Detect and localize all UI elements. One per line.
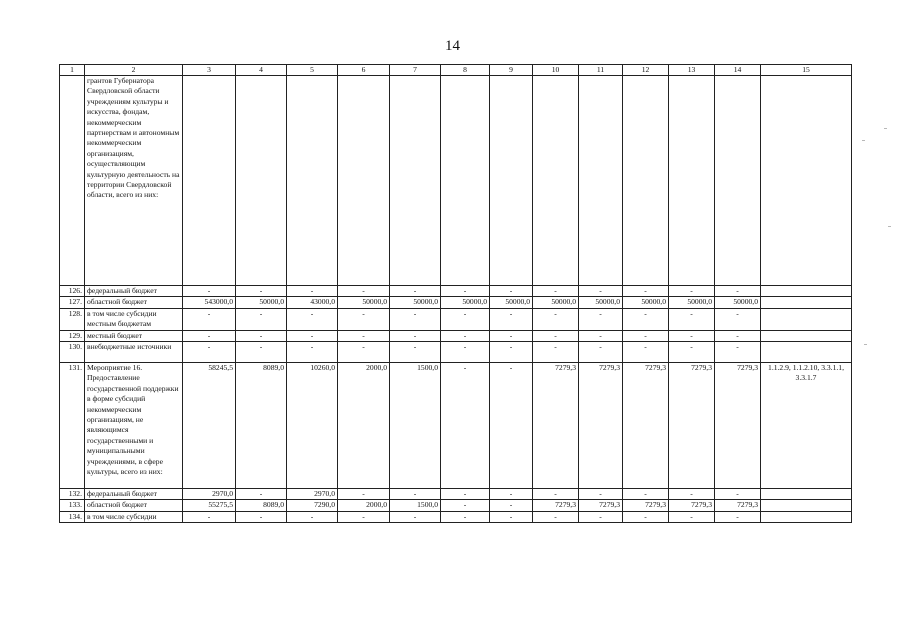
value-cell xyxy=(623,76,669,286)
value-cell: - xyxy=(533,330,579,341)
value-cell: 2970,0 xyxy=(287,489,338,500)
value-cell: 50000,0 xyxy=(490,297,533,308)
value-cell: - xyxy=(236,489,287,500)
value-cell: - xyxy=(441,330,490,341)
value-cell: 8089,0 xyxy=(236,500,287,511)
value-cell: - xyxy=(183,330,236,341)
value-cell: - xyxy=(183,308,236,330)
value-cell: - xyxy=(390,489,441,500)
value-cell: - xyxy=(287,330,338,341)
value-cell: - xyxy=(715,308,761,330)
value-cell: - xyxy=(441,286,490,297)
value-cell xyxy=(390,76,441,286)
value-cell: 543000,0 xyxy=(183,297,236,308)
scan-mark xyxy=(888,226,891,227)
value-cell: - xyxy=(669,489,715,500)
value-cell: - xyxy=(490,286,533,297)
value-cell: - xyxy=(490,489,533,500)
table-row xyxy=(60,511,852,522)
value-cell: 7279,3 xyxy=(669,363,715,489)
value-cell: - xyxy=(579,511,623,522)
value-cell: - xyxy=(441,489,490,500)
row-index-cell: 133. xyxy=(60,500,85,511)
value-cell: 43000,0 xyxy=(287,297,338,308)
value-cell: 50000,0 xyxy=(236,297,287,308)
target-ref-cell xyxy=(761,308,852,330)
column-header: 13 xyxy=(669,65,715,76)
table-row xyxy=(60,286,852,297)
target-ref-cell xyxy=(761,76,852,286)
column-header: 7 xyxy=(390,65,441,76)
row-name-cell: областной бюджет xyxy=(85,297,183,308)
table-row xyxy=(60,308,852,330)
value-cell: - xyxy=(236,286,287,297)
column-header: 9 xyxy=(490,65,533,76)
value-cell: - xyxy=(390,286,441,297)
row-index-cell: 128. xyxy=(60,308,85,330)
value-cell: - xyxy=(669,308,715,330)
target-ref-cell: 1.1.2.9, 1.1.2.10, 3.3.1.1, 3.3.1.7 xyxy=(761,363,852,489)
value-cell: 1500,0 xyxy=(390,500,441,511)
column-header: 6 xyxy=(338,65,390,76)
table-row xyxy=(60,330,852,341)
value-cell: 7279,3 xyxy=(579,363,623,489)
value-cell: - xyxy=(441,500,490,511)
value-cell: - xyxy=(533,489,579,500)
value-cell: - xyxy=(579,308,623,330)
table-row xyxy=(60,500,852,511)
value-cell: - xyxy=(338,489,390,500)
value-cell: - xyxy=(623,286,669,297)
value-cell: - xyxy=(338,308,390,330)
table-row xyxy=(60,342,852,363)
value-cell: 2000,0 xyxy=(338,363,390,489)
column-header: 5 xyxy=(287,65,338,76)
column-header: 2 xyxy=(85,65,183,76)
target-ref-cell xyxy=(761,286,852,297)
page-number: 14 xyxy=(445,38,460,54)
target-ref-cell xyxy=(761,330,852,341)
value-cell: - xyxy=(441,363,490,489)
row-index-cell: 129. xyxy=(60,330,85,341)
value-cell: - xyxy=(715,511,761,522)
value-cell: - xyxy=(490,330,533,341)
column-header-row xyxy=(60,65,852,76)
value-cell: 50000,0 xyxy=(579,297,623,308)
value-cell: - xyxy=(490,308,533,330)
row-name-cell: областной бюджет xyxy=(85,500,183,511)
value-cell: - xyxy=(287,286,338,297)
scan-mark xyxy=(864,344,867,345)
value-cell: - xyxy=(579,342,623,363)
value-cell xyxy=(579,76,623,286)
row-name-cell: грантов Губернатора Свердловской области учреждениям культуры и искусства, фондам, некоммерческим партнерствам и автономным некоммерческим организациям, осуществляющим культурную деятельность на территории Свердловской области, всего из них: xyxy=(85,76,183,286)
row-index-cell: 126. xyxy=(60,286,85,297)
value-cell: - xyxy=(390,308,441,330)
value-cell: - xyxy=(623,342,669,363)
value-cell: - xyxy=(287,511,338,522)
column-header: 3 xyxy=(183,65,236,76)
value-cell xyxy=(338,76,390,286)
target-ref-cell xyxy=(761,489,852,500)
value-cell: - xyxy=(390,330,441,341)
value-cell: - xyxy=(623,308,669,330)
value-cell: 50000,0 xyxy=(715,297,761,308)
value-cell: 7279,3 xyxy=(533,363,579,489)
value-cell: - xyxy=(715,286,761,297)
value-cell xyxy=(533,76,579,286)
value-cell: 7279,3 xyxy=(623,363,669,489)
value-cell: 50000,0 xyxy=(441,297,490,308)
column-header: 4 xyxy=(236,65,287,76)
value-cell: - xyxy=(669,342,715,363)
value-cell: 1500,0 xyxy=(390,363,441,489)
row-index-cell: 127. xyxy=(60,297,85,308)
value-cell xyxy=(183,76,236,286)
value-cell: 50000,0 xyxy=(390,297,441,308)
value-cell: - xyxy=(533,342,579,363)
value-cell: - xyxy=(579,286,623,297)
row-name-cell: федеральный бюджет xyxy=(85,286,183,297)
value-cell: - xyxy=(533,308,579,330)
value-cell: - xyxy=(183,342,236,363)
value-cell: - xyxy=(623,330,669,341)
value-cell: - xyxy=(490,363,533,489)
value-cell: 50000,0 xyxy=(623,297,669,308)
row-index-cell: 132. xyxy=(60,489,85,500)
target-ref-cell xyxy=(761,511,852,522)
value-cell: - xyxy=(338,342,390,363)
scan-mark xyxy=(884,128,887,129)
column-header: 11 xyxy=(579,65,623,76)
value-cell: - xyxy=(669,511,715,522)
value-cell: - xyxy=(236,511,287,522)
value-cell: 55275,5 xyxy=(183,500,236,511)
target-ref-cell xyxy=(761,500,852,511)
value-cell: 50000,0 xyxy=(533,297,579,308)
value-cell: - xyxy=(441,511,490,522)
value-cell: - xyxy=(715,330,761,341)
value-cell: - xyxy=(287,342,338,363)
row-name-cell: федеральный бюджет xyxy=(85,489,183,500)
column-header: 10 xyxy=(533,65,579,76)
value-cell xyxy=(715,76,761,286)
row-name-cell: Мероприятие 16. Предоставление государственной поддержки в форме субсидий некоммерческим организациям, не являющимся государственными и муниципальными учреждениями, в сфере культуры, всего из них: xyxy=(85,363,183,489)
row-name-cell: в том числе субсидии xyxy=(85,511,183,522)
value-cell: - xyxy=(669,330,715,341)
value-cell: - xyxy=(441,308,490,330)
scan-mark xyxy=(862,140,865,141)
value-cell: 10260,0 xyxy=(287,363,338,489)
value-cell: 58245,5 xyxy=(183,363,236,489)
column-header: 15 xyxy=(761,65,852,76)
budget-table xyxy=(59,64,852,523)
value-cell xyxy=(441,76,490,286)
value-cell: 2000,0 xyxy=(338,500,390,511)
row-name-cell: в том числе субсидии местным бюджетам xyxy=(85,308,183,330)
row-name-cell: местный бюджет xyxy=(85,330,183,341)
value-cell: - xyxy=(390,511,441,522)
column-header: 12 xyxy=(623,65,669,76)
value-cell: - xyxy=(236,342,287,363)
value-cell: - xyxy=(579,330,623,341)
column-header: 14 xyxy=(715,65,761,76)
value-cell: - xyxy=(338,330,390,341)
value-cell xyxy=(236,76,287,286)
table-body xyxy=(60,65,852,523)
row-index-cell: 130. xyxy=(60,342,85,363)
value-cell: 7279,3 xyxy=(669,500,715,511)
table-row xyxy=(60,76,852,286)
value-cell xyxy=(669,76,715,286)
value-cell: - xyxy=(490,342,533,363)
value-cell: - xyxy=(236,308,287,330)
value-cell: - xyxy=(533,286,579,297)
row-index-cell: 131. xyxy=(60,363,85,489)
value-cell: - xyxy=(623,489,669,500)
value-cell: 7279,3 xyxy=(715,363,761,489)
value-cell: - xyxy=(579,489,623,500)
value-cell: - xyxy=(287,308,338,330)
value-cell: - xyxy=(715,489,761,500)
value-cell: 50000,0 xyxy=(669,297,715,308)
value-cell: - xyxy=(715,342,761,363)
table-row xyxy=(60,297,852,308)
column-header: 8 xyxy=(441,65,490,76)
value-cell: - xyxy=(533,511,579,522)
value-cell: - xyxy=(623,511,669,522)
table-row xyxy=(60,489,852,500)
value-cell: 7279,3 xyxy=(623,500,669,511)
value-cell: - xyxy=(490,511,533,522)
column-header: 1 xyxy=(60,65,85,76)
value-cell: 8089,0 xyxy=(236,363,287,489)
value-cell: - xyxy=(183,286,236,297)
value-cell: 50000,0 xyxy=(338,297,390,308)
value-cell: 7279,3 xyxy=(715,500,761,511)
value-cell xyxy=(490,76,533,286)
row-index-cell: 134. xyxy=(60,511,85,522)
target-ref-cell xyxy=(761,342,852,363)
table-row xyxy=(60,363,852,489)
value-cell: 7279,3 xyxy=(579,500,623,511)
row-name-cell: внебюджетные источники xyxy=(85,342,183,363)
target-ref-cell xyxy=(761,297,852,308)
row-index-cell xyxy=(60,76,85,286)
value-cell: - xyxy=(390,342,441,363)
value-cell: 7279,3 xyxy=(533,500,579,511)
value-cell: - xyxy=(490,500,533,511)
value-cell: - xyxy=(669,286,715,297)
value-cell: - xyxy=(236,330,287,341)
value-cell: - xyxy=(338,286,390,297)
value-cell: 2970,0 xyxy=(183,489,236,500)
value-cell: - xyxy=(183,511,236,522)
value-cell: - xyxy=(441,342,490,363)
value-cell: 7290,0 xyxy=(287,500,338,511)
value-cell xyxy=(287,76,338,286)
value-cell: - xyxy=(338,511,390,522)
